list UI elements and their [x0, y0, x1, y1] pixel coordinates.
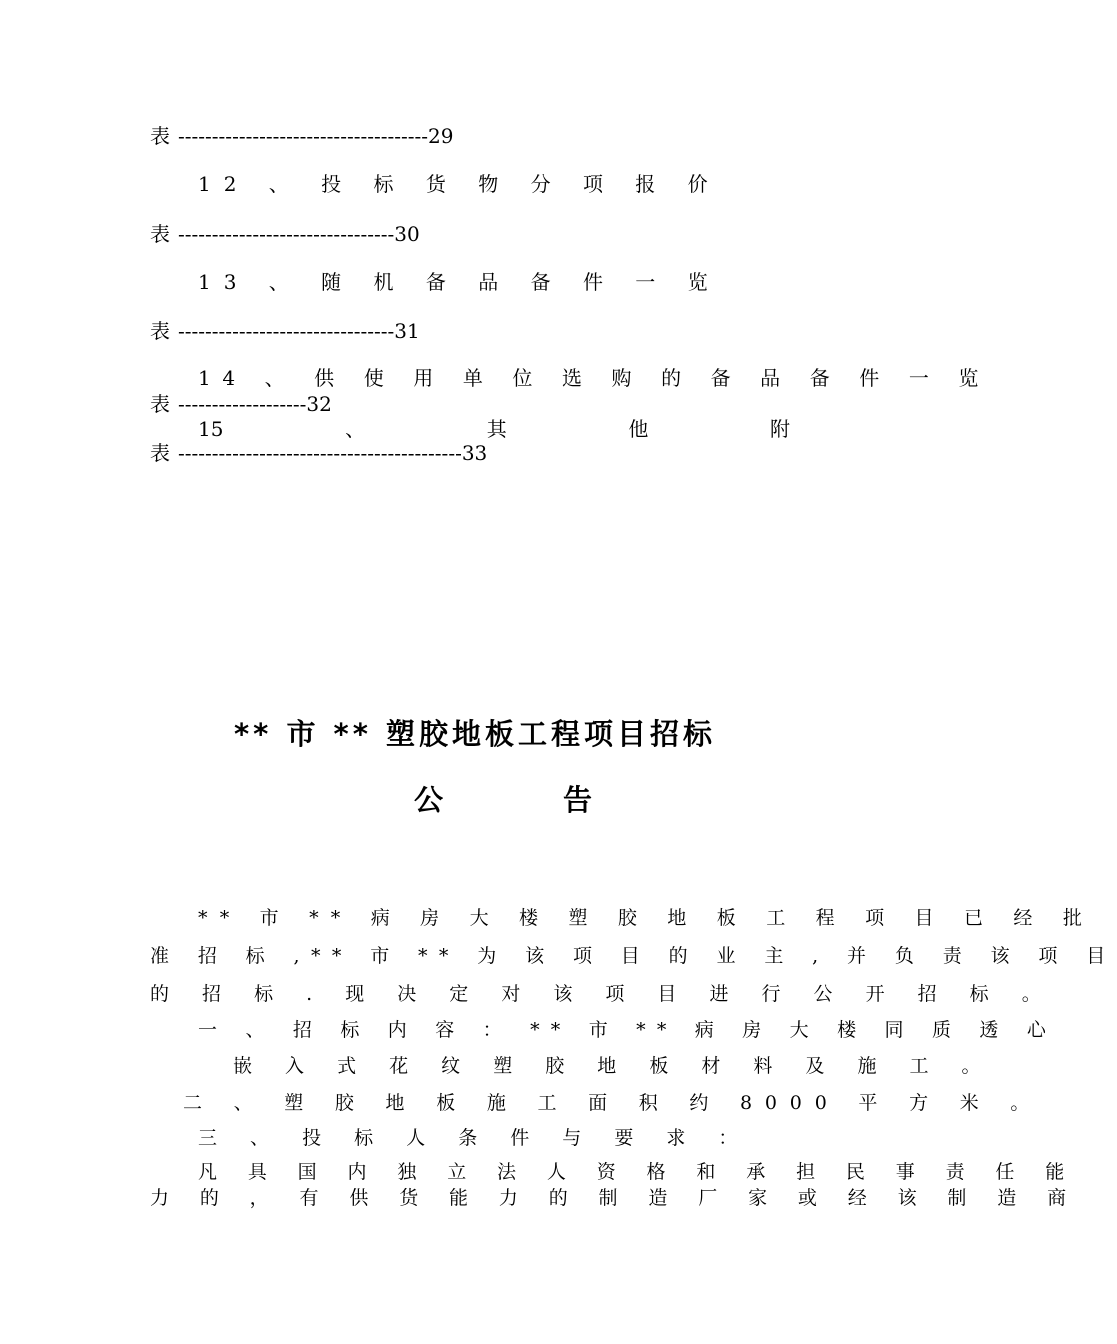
toc-leader-dashes: -------------------------------- — [178, 222, 395, 246]
toc-item-14-leader — [150, 392, 332, 416]
section-2: 二 、 塑 胶 地 板 施 工 面 积 约 8000 平 方 米 。 — [183, 1092, 1043, 1114]
toc-item-12-leader — [150, 222, 420, 246]
toc-leader-dashes: ------------------------------------------ — [178, 441, 462, 465]
toc-leader-dashes: ------------------- — [178, 392, 307, 416]
toc-lead-char: 表 — [150, 319, 170, 343]
toc-item-15-label — [198, 417, 790, 441]
toc-page-number: 29 — [428, 124, 454, 148]
paragraph-1-line-3: 的 招 标 . 现 决 定 对 该 项 目 进 行 公 开 招 标 。 — [150, 983, 1055, 1005]
toc-leader-dashes: ------------------------------------- — [178, 124, 429, 148]
toc-page-number: 33 — [461, 441, 488, 465]
section-1-line-2: 嵌 入 式 花 纹 塑 胶 地 板 材 料 及 施 工 。 — [233, 1055, 995, 1077]
paragraph-1-line-2: 准 招 标 ,** 市 ** 为 该 项 目 的 业 主 , 并 负 责 该 项 目 — [150, 945, 1117, 967]
notice-title: ** 市 ** 塑胶地板工程项目招标 — [234, 717, 716, 751]
toc-page-number: 30 — [394, 222, 420, 246]
toc-item-12-label: 12 、 投 标 货 物 分 项 报 价 — [198, 172, 721, 196]
toc-page-number: 32 — [306, 392, 332, 416]
toc-item-11-continuation — [150, 124, 454, 148]
toc-item-15-word: 他 — [628, 417, 649, 441]
toc-leader-dashes: -------------------------------- — [178, 319, 395, 343]
notice-title-char: 告 — [563, 783, 593, 817]
toc-lead-char: 表 — [150, 222, 170, 246]
toc-item-15-leader — [150, 441, 487, 465]
section-1-line-1: 一 、 招 标 内 容 ： ** 市 ** 病 房 大 楼 同 质 透 心 — [198, 1019, 1058, 1041]
toc-page-number: 31 — [394, 319, 420, 343]
toc-item-13-label: 13 、 随 机 备 品 备 件 一 览 — [198, 270, 721, 294]
notice-title-second-line — [414, 782, 592, 818]
toc-lead-char: 表 — [150, 441, 170, 465]
toc-item-13-leader — [150, 319, 420, 343]
notice-title-char: 公 — [414, 783, 444, 817]
paragraph-1-line-1: ** 市 ** 病 房 大 楼 塑 胶 地 板 工 程 项 目 已 经 批 — [198, 907, 1095, 929]
toc-item-14-label: 14 、 供 使 用 单 位 选 购 的 备 品 备 件 一 览 — [198, 366, 991, 390]
toc-item-15-word: 其 — [486, 417, 507, 441]
toc-lead-char: 表 — [150, 124, 170, 148]
toc-item-15-word: 附 — [769, 417, 790, 441]
toc-item-15-separator: 、 — [345, 417, 366, 441]
section-3-heading: 三 、 投 标 人 条 件 与 要 求 ： — [198, 1127, 751, 1149]
section-3-line-1: 凡 具 国 内 独 立 法 人 资 格 和 承 担 民 事 责 任 能 — [198, 1161, 1077, 1183]
section-3-line-2: 力 的 ， 有 供 货 能 力 的 制 造 厂 家 或 经 该 制 造 商 — [150, 1187, 1079, 1209]
toc-item-15-number: 15 — [198, 417, 224, 441]
toc-lead-char: 表 — [150, 392, 170, 416]
